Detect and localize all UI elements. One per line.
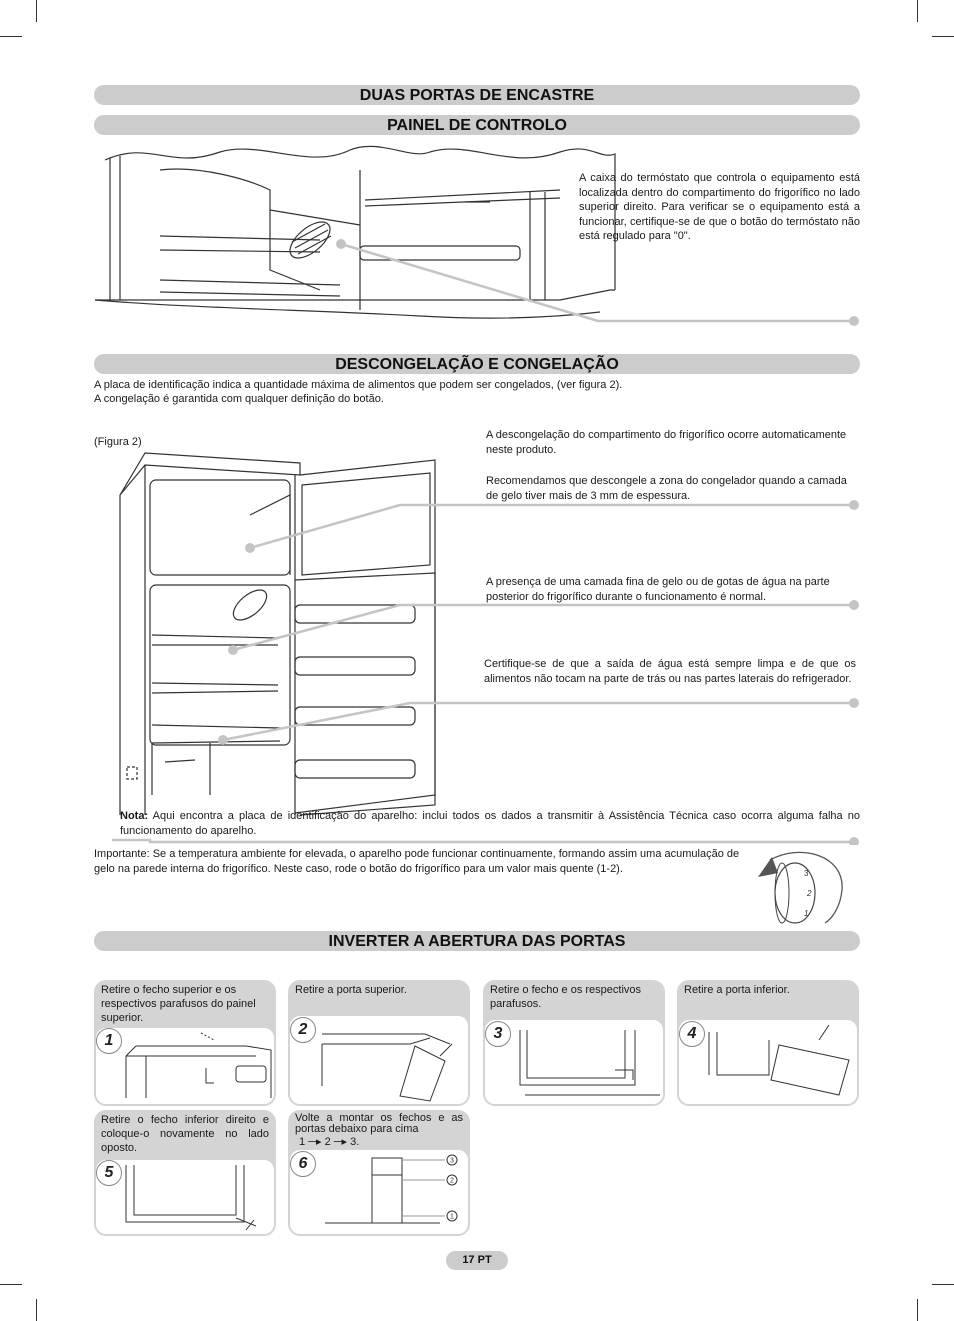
thermostat-knob-illustration — [750, 845, 850, 925]
step-number-3: 3 — [485, 1021, 511, 1047]
crop-mark — [36, 1299, 37, 1321]
sequence-step-2: 2 — [324, 1136, 331, 1148]
step-number-1: 1 — [96, 1028, 122, 1054]
arrow-right-icon: ─▸ — [333, 1136, 348, 1148]
importante-paragraph: Importante: Se a temperatura ambiente for elevada, o aparelho pode funcionar continuamente, formando assim uma acumulação de gelo na parede interna do frigorífico. Neste caso, rode o botão do frigorífico para um valor mais quente (1-2). — [94, 848, 740, 875]
section-title-inverter: INVERTER A ABERTURA DAS PORTAS — [94, 931, 860, 951]
note-water-outlet: Certifique-se de que a saída de água está sempre limpa e de que os alimentos não tocam na parte de trás ou nas partes laterais do refrigerador. — [484, 658, 856, 685]
crop-mark — [932, 36, 954, 37]
step-text-5: Retire o fecho inferior direito e coloque-o novamente no lado oposto. — [101, 1114, 269, 1154]
nota-text: Aqui encontra a placa de identificação do aparelho: inclui todos os dados a transmitir à Assistência Técnica caso ocorra alguma falha no funcionamento do aparelho. — [120, 810, 860, 837]
sequence-step-1: 1 — [299, 1136, 306, 1148]
step-text-1: Retire o fecho superior e os respectivos parafusos do painel superior. — [101, 984, 256, 1024]
knob-mark-2: 2 — [807, 889, 812, 898]
section-title-painel: PAINEL DE CONTROLO — [94, 115, 860, 135]
step-card-6 — [288, 1110, 470, 1236]
fridge-open-illustration — [90, 445, 860, 845]
nota-paragraph — [120, 809, 860, 838]
note-ice-layer: A presença de uma camada fina de gelo ou de gotas de água na parte posterior do frigorífico durante o funcionamento é normal. — [486, 576, 830, 603]
crop-mark — [917, 0, 918, 22]
sequence-step-3: 3. — [350, 1136, 360, 1148]
step-illustration-2 — [289, 1015, 469, 1105]
crop-mark — [932, 1284, 954, 1285]
step-sequence-6 — [299, 1136, 359, 1148]
callout-1: 1 — [450, 1213, 454, 1221]
page-number-badge: 17 PT — [446, 1251, 508, 1270]
thermostat-description: A caixa do termóstato que controla o equipamento está localizada dentro do compartimento do frigorífico no lado superior direito. Para verificar se o equipamento está a funcionar, certifique-se de que o botão do termóstato não está regulado para "0". — [579, 172, 860, 242]
step-card-3 — [483, 980, 665, 1106]
callout-2: 2 — [450, 1177, 454, 1185]
step-number-4: 4 — [679, 1021, 705, 1047]
figure-label: (Figura 2) — [94, 436, 142, 448]
step-text-2: Retire a porta superior. — [295, 984, 407, 996]
nota-label: Nota: — [120, 810, 149, 822]
step-card-4 — [677, 980, 859, 1106]
section-title-descongelacao: DESCONGELAÇÃO E CONGELAÇÃO — [94, 354, 860, 374]
arrow-right-icon: ─▸ — [308, 1136, 322, 1148]
step-illustration-6 — [289, 1149, 469, 1235]
step-illustration-3 — [484, 1019, 664, 1105]
step-illustration-1 — [95, 1027, 275, 1105]
step-illustration-4 — [678, 1019, 858, 1105]
crop-mark — [917, 1299, 918, 1321]
crop-mark — [36, 0, 37, 22]
step-text-4: Retire a porta inferior. — [684, 984, 790, 996]
step-number-2: 2 — [290, 1017, 316, 1043]
step-text-3: Retire o fecho e os respectivos parafusos. — [490, 984, 642, 1010]
intro-line-2: A congelação é garantida com qualquer definição do botão. — [94, 393, 384, 405]
crop-mark — [0, 36, 22, 37]
callout-3: 3 — [450, 1157, 454, 1165]
note-auto-defrost: A descongelação do compartimento do frigorífico ocorre automaticamente neste produto. — [486, 429, 847, 456]
step-card-5 — [94, 1110, 276, 1236]
crop-mark — [0, 1284, 22, 1285]
step-text-6: Volte a montar os fechos e as portas debaixo para cima — [295, 1112, 463, 1135]
step-number-5: 5 — [96, 1160, 122, 1186]
step-number-6: 6 — [290, 1151, 316, 1177]
step-illustration-5 — [95, 1159, 275, 1235]
section-title-encastre: DUAS PORTAS DE ENCASTRE — [94, 85, 860, 105]
step-card-2 — [288, 980, 470, 1106]
knob-mark-1: 1 — [804, 909, 809, 918]
intro-line-1: A placa de identificação indica a quantidade máxima de alimentos que podem ser congelados, (ver figura 2). — [94, 379, 623, 391]
note-recommend: Recomendamos que descongele a zona do congelador quando a camada de gelo tiver mais de 3 mm de espessura. — [486, 475, 847, 502]
step-card-1 — [94, 980, 276, 1106]
knob-mark-3: 3 — [804, 869, 809, 878]
